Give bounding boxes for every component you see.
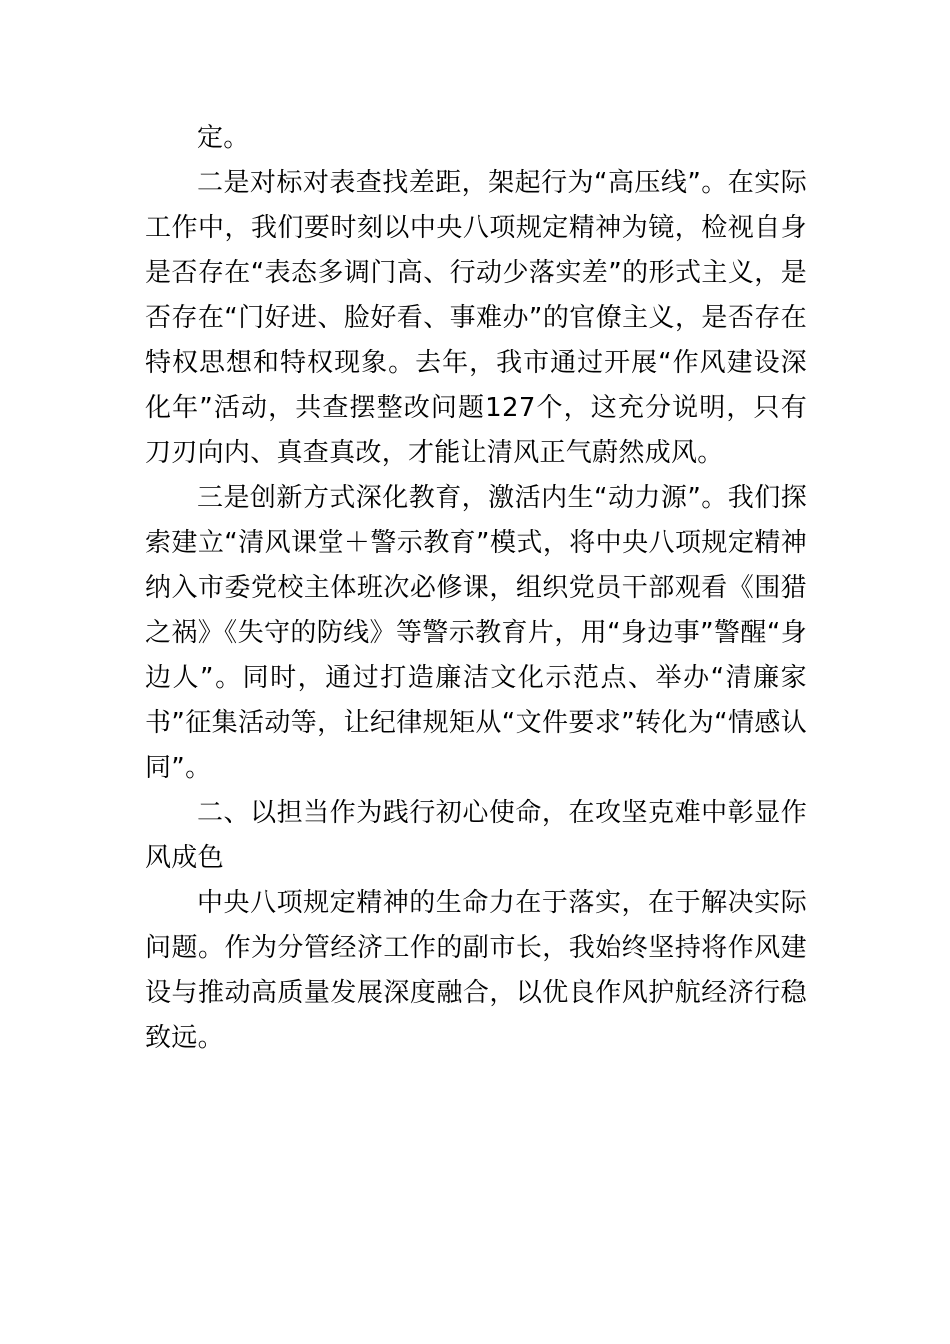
document-body xyxy=(145,116,807,1061)
paragraph-continuation: 定。 xyxy=(197,123,250,153)
paragraph-benchmarking: 二是对标对表查找差距，架起行为“高压线”。在实际工作中，我们要时刻以中央八项规定精神为镜，检视自身是否存在“表态多调门高、行动少落实差”的形式主义，是否存在“门好进、脸好看、事难办”的官僚主义，是否存在特权思想和特权现象。去年，我市通过开展“作风建设深化年”活动，共查摆整改问题127个，这充分说明，只有刀刃向内、真查真改，才能让清风正气蔚然成风。 xyxy=(145,168,807,468)
paragraph-implementation: 中央八项规定精神的生命力在于落实，在于解决实际问题。作为分管经济工作的副市长，我始终坚持将作风建设与推动高质量发展深度融合，以优良作风护航经济行稳致远。 xyxy=(145,888,807,1053)
paragraph-education: 三是创新方式深化教育，激活内生“动力源”。我们探索建立“清风课堂＋警示教育”模式，将中央八项规定精神纳入市委党校主体班次必修课，组织党员干部观看《围猎之祸》《失守的防线》等警示教育片，用“身边事”警醒“身边人”。同时，通过打造廉洁文化示范点、举办“清廉家书”征集活动等，让纪律规矩从“文件要求”转化为“情感认同”。 xyxy=(145,483,807,783)
section-heading-two: 二、以担当作为践行初心使命，在攻坚克难中彰显作风成色 xyxy=(145,798,807,873)
